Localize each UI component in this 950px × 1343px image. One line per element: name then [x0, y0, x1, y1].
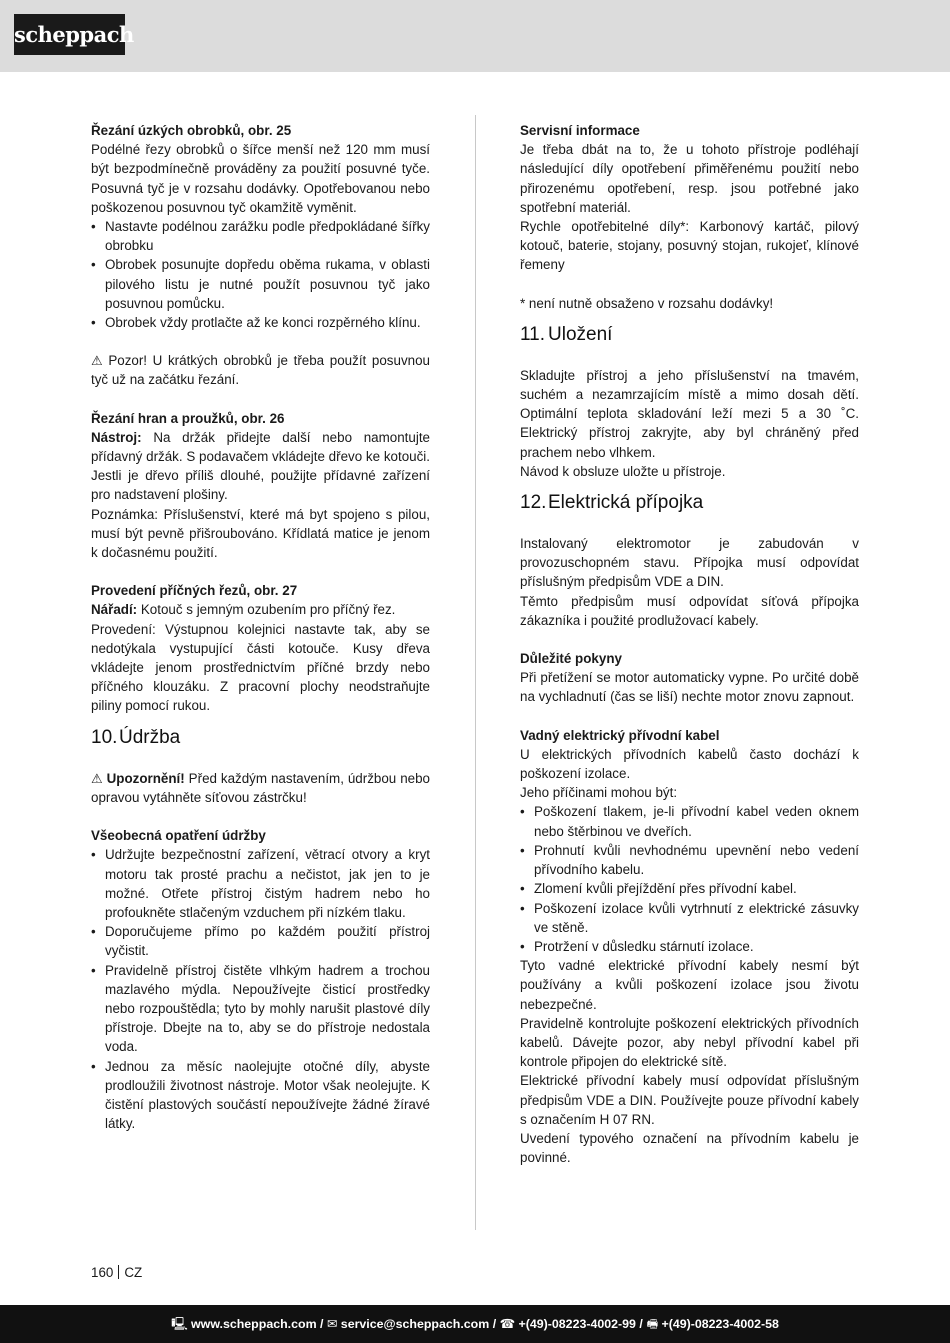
- tool-label: Nářadí:: [91, 602, 138, 618]
- list-item: • Pravidelně přístroj čistěte vlhkým hadrem a trochou mazlavého mýdla. Nepoužívejte čisticí prostředky nebo rozpouštědla; tyto by mohly narušit plastové díly přístroje. Dbejte na to, aby se do přístroje nedostala voda.: [91, 961, 430, 1057]
- computer-icon: 🖳: [171, 1317, 188, 1331]
- warning-label: Upozornění!: [106, 770, 185, 786]
- paragraph: U elektrických přívodních kabelů často dochází k poškození izolace.: [520, 746, 859, 782]
- page-number: [91, 1265, 142, 1280]
- list-item: • Protržení v důsledku stárnutí izolace.: [520, 937, 859, 956]
- paragraph: [91, 428, 430, 505]
- language-code: CZ: [124, 1265, 143, 1280]
- heading-service-info: Servisní informace: [520, 123, 640, 138]
- logo-text: scheppach: [14, 22, 134, 47]
- warning-paragraph: [91, 769, 430, 807]
- list-item: • Obrobek vždy protlačte až ke konci rozpěrného klínu.: [91, 313, 430, 332]
- left-column: [91, 121, 430, 1133]
- paragraph: [91, 600, 430, 619]
- heading-edge-cutting: Řezání hran a proužků, obr. 26: [91, 410, 285, 426]
- phone-icon: ☎: [499, 1317, 516, 1331]
- column-divider: [475, 115, 476, 1230]
- header-bar: [0, 0, 950, 72]
- footnote: * není nutně obsaženo v rozsahu dodávky!: [520, 295, 774, 311]
- section-title: Uložení: [548, 323, 613, 345]
- heading-defective-cable: Vadný elektrický přívodní kabel: [520, 727, 720, 743]
- paragraph: Při přetížení se motor automaticky vypne. Po určité době na vychladnutí (čas se liší) nechte motor znovu zapnout.: [520, 670, 859, 705]
- warning-icon: ⚠: [91, 353, 103, 369]
- list-item: • Doporučujeme přímo po každém použití přístroj vyčistit.: [91, 922, 430, 960]
- bullet-list: [91, 845, 430, 1133]
- footer-web[interactable]: www.scheppach.com: [191, 1317, 317, 1331]
- right-column: [520, 121, 859, 1167]
- section-number: 12.: [520, 492, 547, 514]
- page-number-value: 160: [91, 1265, 114, 1280]
- warning-text: Pozor! U krátkých obrobků je třeba použít posuvnou tyč už na začátku řezání.: [91, 353, 430, 388]
- section-title: Údržba: [119, 726, 181, 748]
- bullet-list: [520, 802, 859, 956]
- tool-text: Kotouč s jemným ozubením pro příčný řez.: [140, 602, 396, 618]
- footer-fax: +(49)-08223-4002-58: [661, 1317, 779, 1331]
- footer-separator: /: [320, 1317, 324, 1331]
- mail-icon: ✉: [326, 1317, 338, 1331]
- paragraph: Pravidelně kontrolujte poškození elektrických přívodních kabelů. Dávejte pozor, aby nebyl přívodní kabel při kontrole připojen do elektrické sítě.: [520, 1015, 859, 1070]
- paragraph: Provedení: Výstupnou kolejnici nastavte tak, aby se nedotýkala vystupující části kotouče. Kusy dřeva vkládejte jenom prostřednictvím příčné brzdy nebo příčného klouzáku. Z pracovní plochy neodstraňujte piliny pomocí rukou.: [91, 621, 430, 714]
- section-heading-maintenance: [91, 726, 430, 750]
- paragraph: Elektrické přívodní kabely musí odpovídat příslušným předpisům VDE a DIN. Používejte pouze přívodní kabely s označením H 07 RN.: [520, 1073, 859, 1127]
- heading-cross-cuts: Provedení příčných řezů, obr. 27: [91, 583, 298, 599]
- heading-general-maintenance: Všeobecná opatření údržby: [91, 828, 266, 844]
- footer-separator: /: [639, 1317, 643, 1331]
- list-item: • Zlomení kvůli přejíždění přes přívodní kabel.: [520, 879, 859, 898]
- list-item: • Jednou za měsíc naolejujte otočné díly, abyste prodloužili životnost nástroje. Motor však neolejujte. K čistění plastových součástí nepoužívejte žádné žíravé látky.: [91, 1057, 430, 1134]
- tool-text: Na držák přidejte další nebo namontujte přídavný držák. S podavačem vkládejte dřevo ke kotouči. Jestli je dřevo příliš dlouhé, použijte přídavné zařízení pro nadstavení plošiny.: [91, 429, 430, 503]
- section-title: Elektrická přípojka: [548, 492, 704, 514]
- section-number: 11.: [520, 323, 546, 345]
- warning-icon: ⚠: [91, 770, 103, 786]
- section-heading-storage: [520, 323, 859, 347]
- footer-phone: +(49)-08223-4002-99: [518, 1317, 636, 1331]
- paragraph: Rychle opotřebitelné díly*: Karbonový kartáč, pilový kotouč, baterie, stojany, posuvný stojan, rukojeť, klínové řemeny: [520, 219, 859, 273]
- paragraph: Návod k obsluze uložte u přístroje.: [520, 463, 726, 479]
- list-item: • Poškození tlakem, je-li přívodní kabel veden oknem nebo štěrbinou ve dveřích.: [520, 802, 859, 840]
- section-number: 10.: [91, 726, 118, 748]
- paragraph: Uvedení typového označení na přívodním kabelu je povinné.: [520, 1130, 859, 1166]
- paragraph: Jeho příčinami mohou být:: [520, 785, 678, 801]
- scheppach-logo: [14, 14, 134, 55]
- footer-bar: [0, 1305, 950, 1343]
- paragraph: Skladujte přístroj a jeho příslušenství na tmavém, suchém a nezamrzajícím místě a mimo dosah dětí. Optimální teplota skladování leží mezi 5 a 30 ˚C. Elektrický přístroj zakryjte, aby byl chráněný před prachem nebo vlhkem.: [520, 367, 859, 460]
- list-item: • Poškození izolace kvůli vytrhnutí z elektrické zásuvky ve stěně.: [520, 899, 859, 937]
- section-heading-electrical-connection: [520, 491, 859, 515]
- fax-icon: 🖷: [646, 1317, 659, 1331]
- paragraph: Podélné řezy obrobků o šířce menší než 120 mm musí být bezpodmínečně prováděny za použití posuvné tyče. Posuvná tyč je v rozsahu dodávky. Opotřebovanou nebo poškozenou posuvnou tyč okamžitě vyměnit.: [91, 142, 430, 215]
- heading-narrow-workpieces: Řezání úzkých obrobků, obr. 25: [91, 123, 292, 138]
- list-item: • Nastavte podélnou zarážku podle předpokládané šířky obrobku: [91, 217, 430, 255]
- footer-email[interactable]: service@scheppach.com: [340, 1317, 490, 1331]
- warning-paragraph: [91, 351, 430, 389]
- heading-important-notes: Důležité pokyny: [520, 651, 622, 667]
- page-separator: [118, 1265, 119, 1279]
- paragraph: Poznámka: Příslušenství, které má byt spojeno s pilou, musí být pevně přišroubováno. Křídlatá matice je jenom k dočasnému použití.: [91, 506, 430, 561]
- list-item: • Prohnutí kvůli nevhodnému upevnění nebo vedení přívodního kabelu.: [520, 841, 859, 879]
- list-item: • Obrobek posunujte dopředu oběma rukama, v oblasti pilového listu je nutné použít posuvnou tyč jako posuvnou pomůcku.: [91, 255, 430, 313]
- bullet-list: [91, 217, 430, 332]
- footer-separator: /: [492, 1317, 497, 1331]
- paragraph: Těmto předpisům musí odpovídat síťová přípojka zákazníka i použité prodlužovací kabely.: [520, 593, 859, 628]
- paragraph: Instalovaný elektromotor je zabudován v provozuschopném stavu. Přípojka musí odpovídat příslušným předpisům VDE a DIN.: [520, 536, 859, 590]
- tool-label: Nástroj:: [91, 429, 142, 445]
- warning-text: Před každým nastavením, údržbou nebo opravou vytáhněte síťovou zástrčku!: [91, 770, 430, 805]
- list-item: • Udržujte bezpečnostní zařízení, větrací otvory a kryt motoru tak prosté prachu a nečistot, jak jen to je možné. Otřete přístroj čistým hadrem nebo ho profoukněte stlačeným vzduchem při nízkém tlaku.: [91, 845, 430, 922]
- paragraph: Tyto vadné elektrické přívodní kabely nesmí být používány a kvůli poškození izolace jsou životu nebezpečné.: [520, 958, 859, 1012]
- paragraph: Je třeba dbát na to, že u tohoto přístroje podléhají následující díly opotřebení přiměřenému použití nebo přirozenému opotřebení, resp. jsou potřebné jako spotřební materiál.: [520, 142, 859, 215]
